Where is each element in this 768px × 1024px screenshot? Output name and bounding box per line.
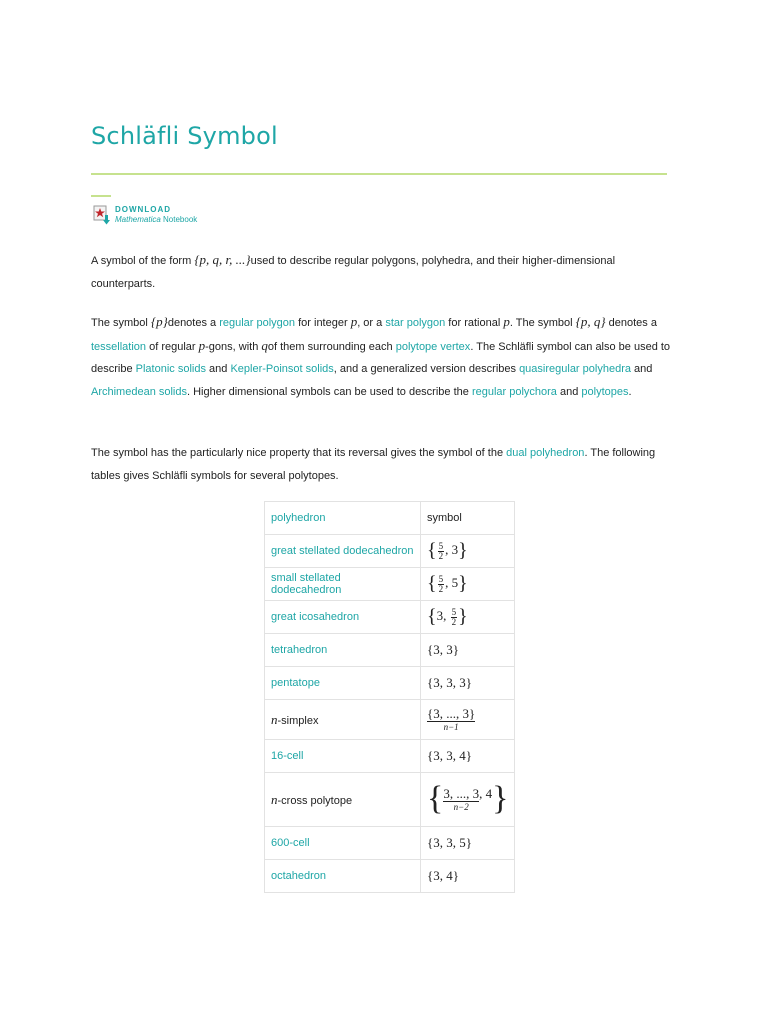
link-archimedean-solids[interactable]: Archimedean solids: [91, 385, 187, 398]
table-row: [265, 568, 515, 601]
short-divider: [91, 195, 111, 197]
table-row: [265, 667, 515, 700]
link-polytope-vertex[interactable]: polytope vertex: [395, 340, 471, 353]
link-platonic-solids[interactable]: Platonic solids: [135, 363, 206, 375]
row-name-link[interactable]: 600-cell: [271, 837, 310, 849]
table-row: [265, 860, 515, 893]
download-label: DOWNLOAD: [115, 205, 171, 214]
header-polyhedron-link[interactable]: polyhedron: [271, 512, 326, 524]
row-symbol: { $\frac{5}{2}$ , 3}: [427, 539, 468, 562]
page-title: Schläfli Symbol: [91, 122, 278, 150]
row-name-link[interactable]: small stellated dodecahedron: [271, 572, 342, 596]
row-symbol: {3, 4}: [427, 868, 459, 883]
link-quasiregular-polyhedra[interactable]: quasiregular polyhedra: [519, 363, 631, 375]
row-symbol: { 3, ..., 3 n−2 , 4}: [427, 780, 509, 818]
row-symbol: { $\frac{5}{2}$ , 5}: [427, 572, 468, 595]
row-name: n-cross polytope: [265, 773, 421, 827]
table-row: [265, 773, 515, 827]
row-name-link[interactable]: 16-cell: [271, 750, 304, 762]
table-row: [265, 634, 515, 667]
row-name-link[interactable]: octahedron: [271, 870, 327, 882]
link-regular-polychora[interactable]: regular polychora: [471, 385, 557, 398]
link-dual-polyhedron[interactable]: dual polyhedron: [506, 447, 585, 459]
link-star-polygon[interactable]: star polygon: [385, 317, 446, 329]
row-name-link[interactable]: great stellated dodecahedron: [271, 545, 414, 557]
notebook-label: Mathematica Notebook: [115, 215, 198, 224]
link-polytopes[interactable]: polytopes: [581, 385, 629, 398]
table-row: [265, 700, 515, 740]
math-pqr: {p, q, r, ...}: [194, 252, 251, 267]
row-symbol: {3, ..., 3} n−1: [427, 705, 476, 732]
definition-paragraph: The symbol {p}denotes a regular polygon for integer p, or a star polygon for rational p. The symbol {p, q} denotes a tessellation of regular p-gons, with qof them surrounding each polytope vertex. The Schläfli symbol can also be used to describe Platonic solids and Kepler-Poinsot solids, and a generalized version describes quasiregular polyhedra and Archimedean solids. Higher dimensional symbols can be used to describe the regular polychora and polytopes.: [91, 314, 671, 398]
notebook-download-icon: [93, 205, 111, 225]
row-name: n-simplex: [265, 700, 421, 740]
link-tessellation[interactable]: tessellation: [91, 340, 147, 353]
row-name-link[interactable]: tetrahedron: [271, 644, 328, 656]
table-row: [265, 827, 515, 860]
title-divider: [91, 173, 667, 175]
table-row: [265, 601, 515, 634]
table-row: [265, 535, 515, 568]
dual-paragraph: The symbol has the particularly nice property that its reversal gives the symbol of the dual polyhedron. The following tables gives Schläfli symbols for several polytopes.: [91, 447, 656, 482]
link-regular-polygon[interactable]: regular polygon: [219, 317, 296, 329]
schlafli-table: [264, 501, 515, 893]
row-symbol: {3, 3, 4}: [427, 748, 472, 763]
download-notebook-link[interactable]: [93, 205, 197, 225]
row-symbol: {3, $\frac{5}{2}$ }: [427, 605, 468, 628]
row-symbol: {3, 3, 5}: [427, 835, 472, 850]
intro-paragraph: A symbol of the form {p, q, r, ...}used to describe regular polygons, polyhedra, and their higher-dimensional counterparts.: [91, 252, 616, 290]
row-symbol: {3, 3}: [427, 642, 459, 657]
header-symbol: symbol: [421, 502, 515, 535]
link-kepler-poinsot-solids[interactable]: Kepler-Poinsot solids: [230, 363, 334, 375]
row-name-link[interactable]: great icosahedron: [271, 611, 360, 623]
table-row: [265, 740, 515, 773]
table-header-row: [265, 502, 515, 535]
row-name-link[interactable]: pentatope: [271, 677, 320, 689]
row-symbol: {3, 3, 3}: [427, 675, 472, 690]
